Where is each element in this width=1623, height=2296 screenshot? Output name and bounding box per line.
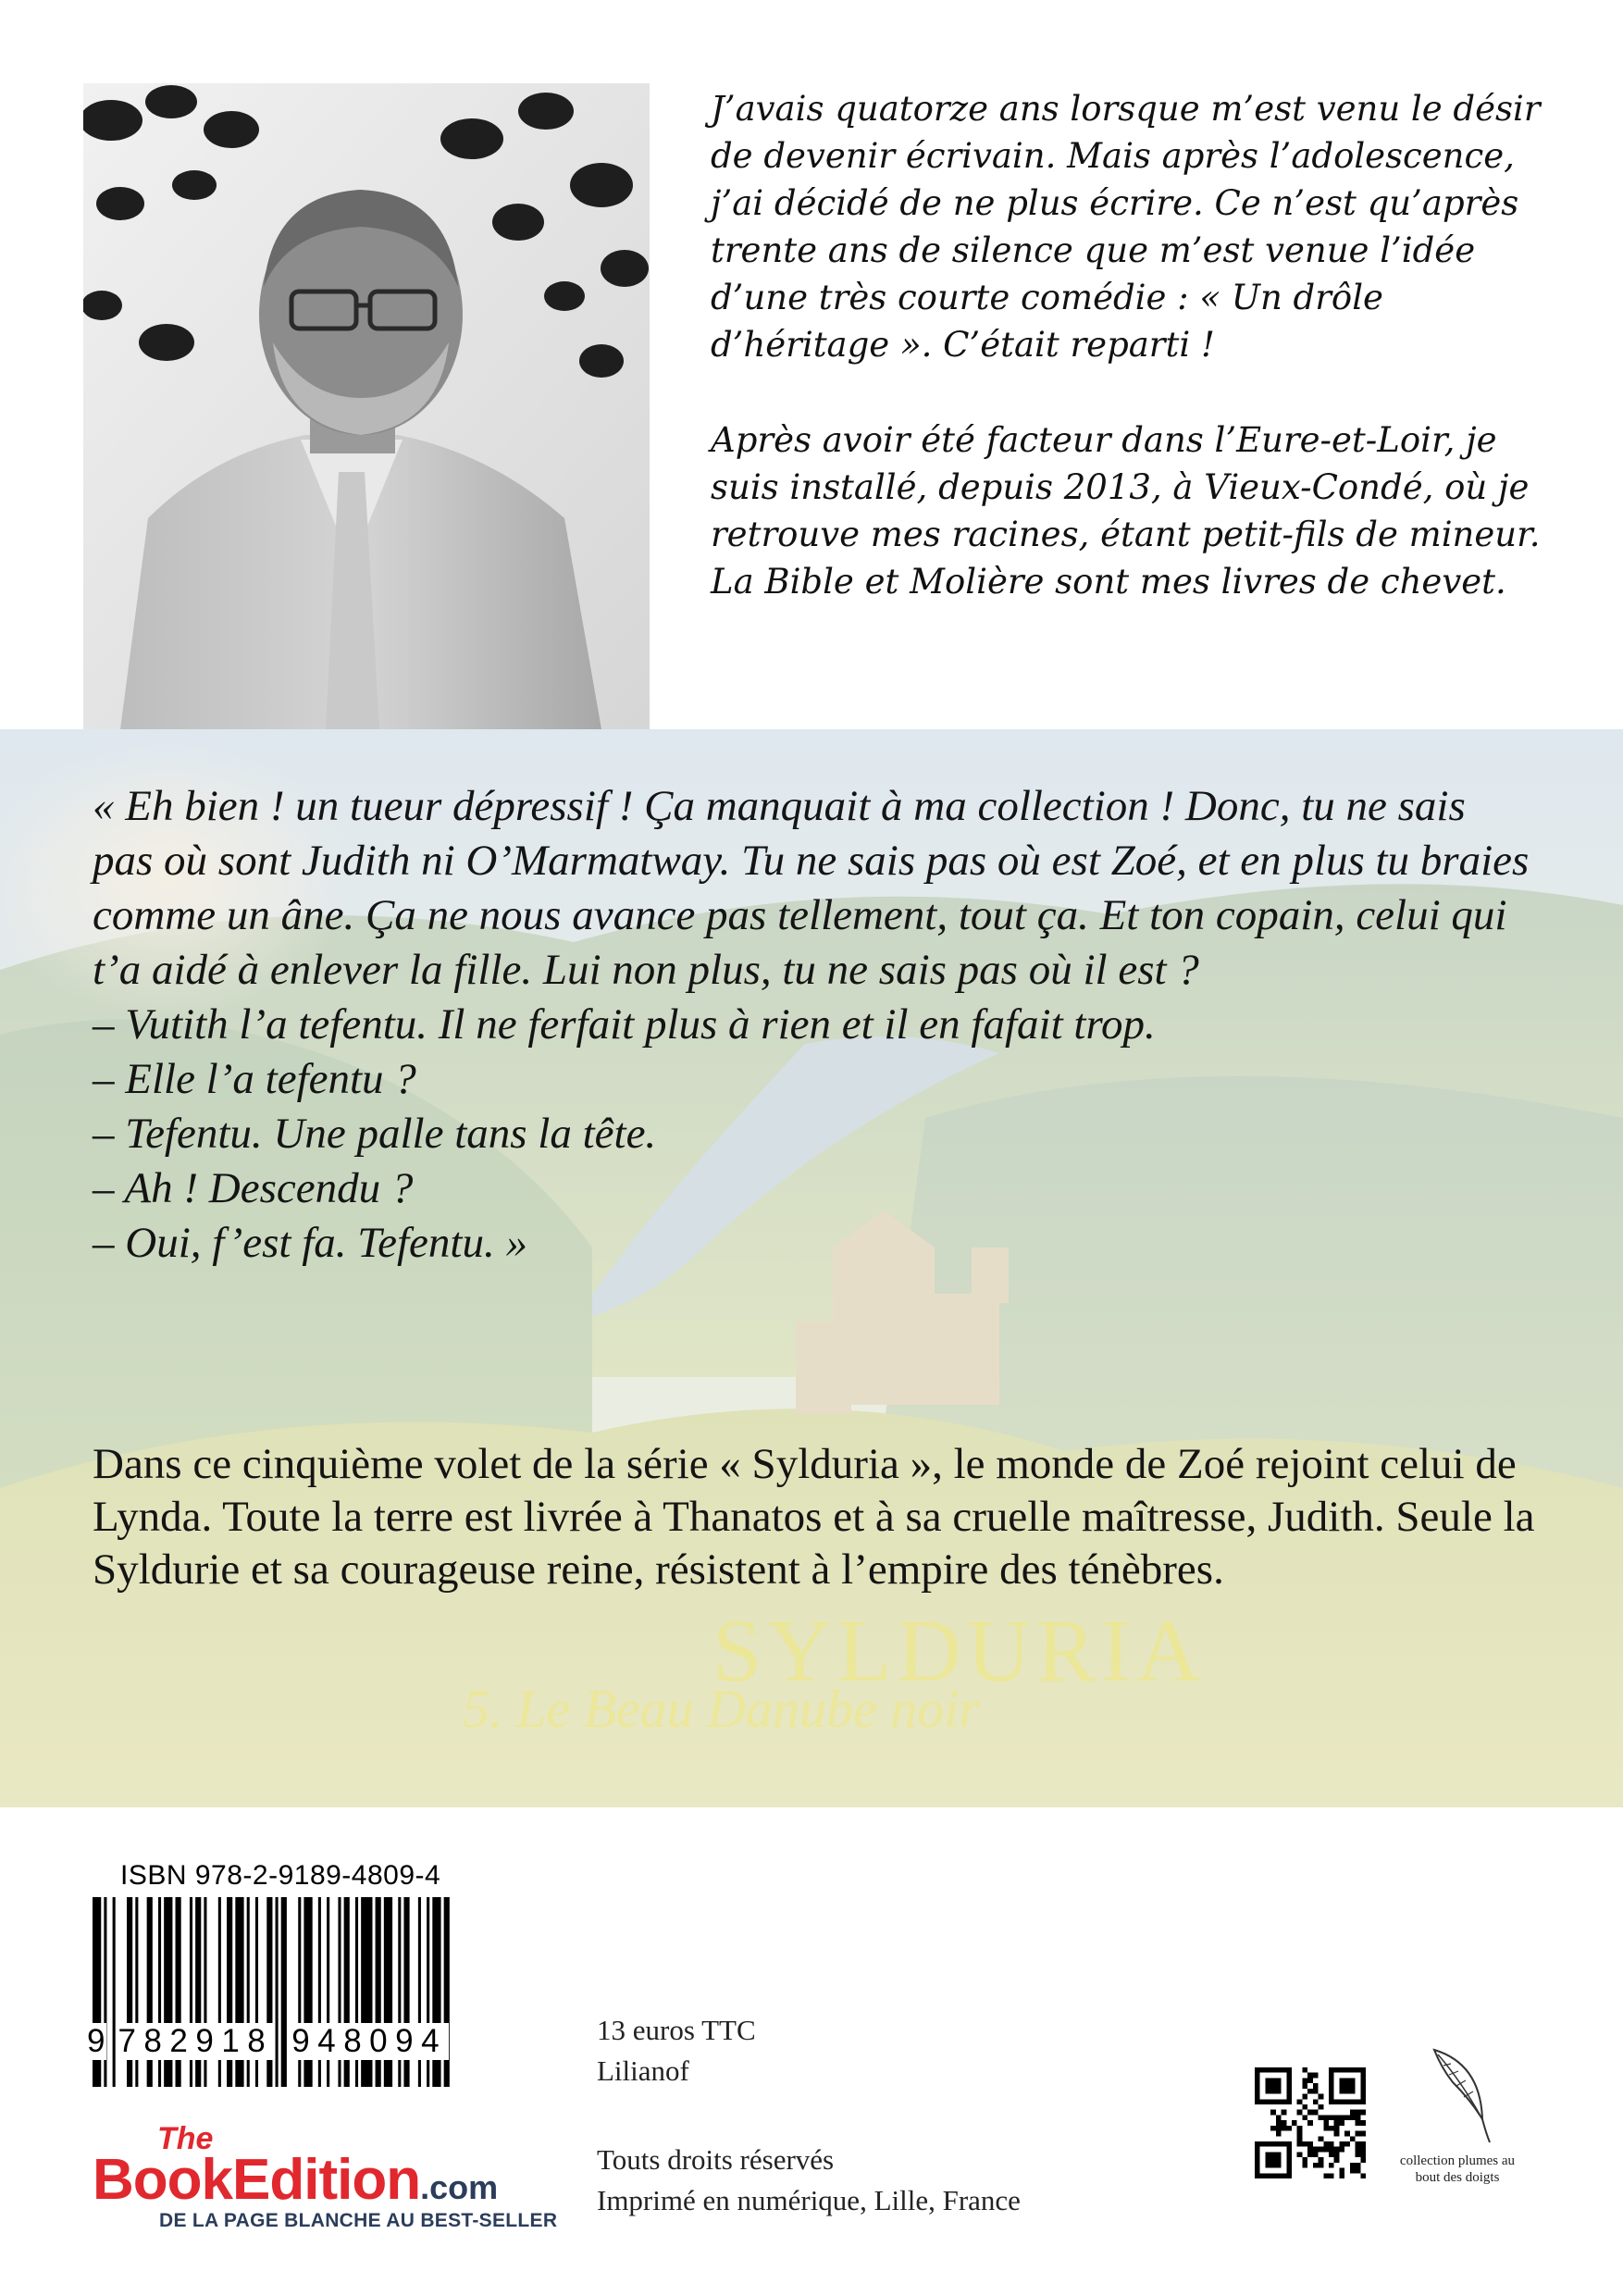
publisher-name: Lilianof — [597, 2054, 689, 2087]
barcode-digit-group: 782918 — [118, 2023, 274, 2059]
barcode-digit-group: 948094 — [291, 2023, 448, 2059]
background-subtitle: 5. Le Beau Danube noir — [463, 1679, 980, 1739]
isbn-label: ISBN 978-2-9189-4809-4 — [120, 1860, 441, 1891]
quill-icon — [1425, 2045, 1499, 2147]
logo-on: on — [352, 2148, 421, 2212]
book-excerpt — [93, 779, 1536, 1271]
rights-info — [597, 2140, 1021, 2221]
dialogue-line: – Elle l’a tefentu ? — [93, 1055, 416, 1103]
price: 13 euros TTC — [597, 2014, 756, 2046]
author-bio-paragraph: Après avoir été facteur dans l’Eure-et-Loir, je suis installé, depuis 2013, à Vieux-Condé, où je retrouve mes racines, étant petit-fils de mineur. La Bible et Molière sont mes livres de chevet. — [711, 420, 1541, 602]
dialogue-line: – Tefentu. Une palle tans la tête. — [93, 1110, 657, 1158]
barcode-digit: 9 — [87, 2023, 105, 2059]
dialogue-line: – Vutith l’a tefentu. Il ne ferfait plus à rien et il en fafait trop. — [93, 1000, 1156, 1049]
publisher-info — [597, 2010, 756, 2091]
rights: Touts droits réservés — [597, 2143, 835, 2176]
barcode-digits — [85, 2023, 465, 2060]
book-summary: Dans ce cinquième volet de la série « Sylduria », le monde de Zoé rejoint celui de Lynda. Toute la terre est livrée à Thanatos et à sa cruelle maîtresse, Judith. Seule la Syldurie et sa courageuse reine, résistent à l’empire des ténèbres. — [93, 1440, 1535, 1594]
landscape-background — [0, 729, 1623, 1807]
background-title: SYLDURIA — [712, 1601, 1207, 1700]
author-photo — [83, 83, 650, 729]
bookedition-logo — [93, 2121, 583, 2232]
dialogue-line: – Oui, f’est fa. Tefentu. » — [93, 1219, 527, 1267]
logo-book: BookEditi — [93, 2148, 353, 2212]
logo-tagline: DE LA PAGE BLANCHE AU BEST-SELLER — [159, 2210, 558, 2231]
author-bio-paragraph: J’avais quatorze ans lorsque m’est venu le désir de devenir écrivain. Mais après l’adolescence, j’ai décidé de ne plus écrire. Ce n’est qu’après trente ans de silence que m’est venue l’idée d’une très courte comédie : « Un drôle d’héritage ». C’était reparti ! — [711, 89, 1541, 365]
logo-com: .com — [420, 2168, 499, 2206]
dialogue-line: – Ah ! Descendu ? — [93, 1164, 414, 1212]
printed-location: Imprimé en numérique, Lille, France — [597, 2184, 1021, 2216]
qr-code-icon — [1255, 2067, 1366, 2178]
logo-the: The — [157, 2121, 214, 2156]
logo-wordmark — [93, 2147, 498, 2213]
excerpt-quote: « Eh bien ! un tueur dépressif ! Ça manquait à ma collection ! Donc, tu ne sais pas où sont Judith ni O’Marmatway. Tu ne sais pas où est Zoé, et en plus tu braies comme un âne. Ça ne nous avance pas tellement, tout ça. Et ton copain, celui qui t’a aidé à enlever la fille. Lui non plus, tu ne sais pas où il est ? — [93, 782, 1530, 994]
author-bio — [711, 85, 1571, 605]
collection-label: collection plumes au bout des doigts — [1399, 2153, 1516, 2185]
